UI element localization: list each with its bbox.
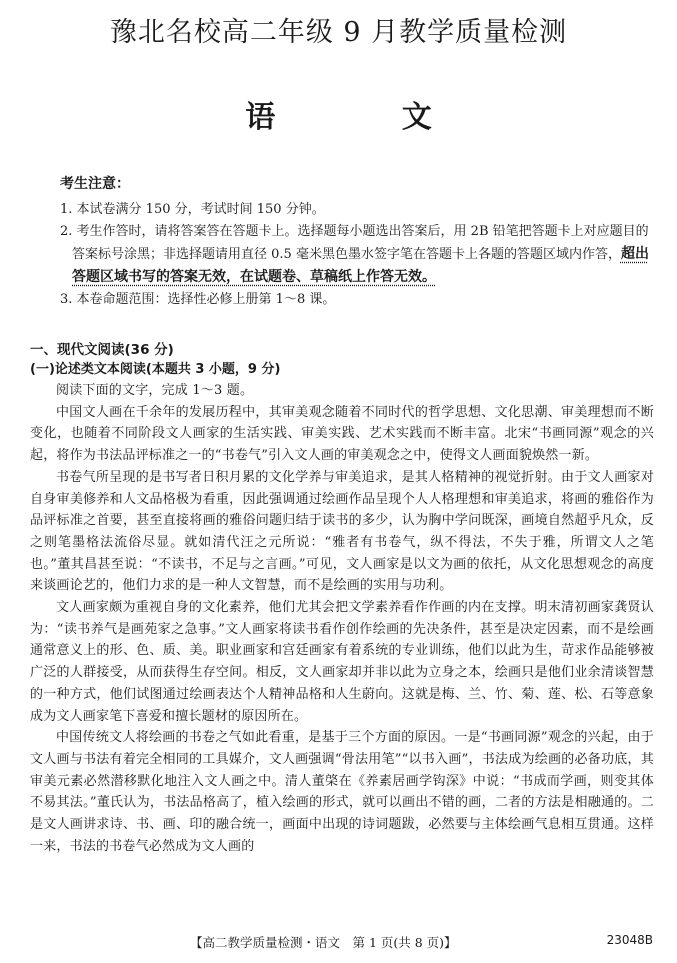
reading-section [30, 340, 654, 857]
section-heading: 一、现代文阅读(36 分) [30, 342, 174, 358]
notice-item-2-emphasis: 超出答题区域书写的答案无效，在试题卷、草稿纸上作答无效。 [72, 246, 649, 285]
subsection-heading: (一)论述类文本阅读(本题共 3 小题，9 分) [30, 362, 281, 377]
body-paragraph-1: 中国文人画在千余年的发展历程中，其审美观念随着不同时代的哲学思想、文化思潮、审美理想而不断变化，也随着不同阶段文人画家的生活实践、审美实践、艺术实践而不断丰富。北宋“书画同源”观念的兴起，将作为书法品评标准之一的“书卷气”引入文人画的审美观念之中，使得文人画面貌焕然一新。 [30, 404, 654, 464]
exam-title: 豫北名校高二年级 9 月教学质量检测 [109, 17, 568, 48]
notice-item-2-text: 2. 考生作答时，请将答案答在答题卡上。选择题每小题选出答案后，用 2B 铅笔把答题卡上对应题目的答案标号涂黑；非选择题请用直径 0.5 毫米黑色墨水签字笔在答题卡上各题的答题区域内作答， [60, 224, 649, 262]
footer-page-info: 【高二教学质量检测・语文 第 1 页(共 8 页)】 [190, 935, 457, 950]
notice-item-3: 3. 本卷命题范围：选择性必修上册第 1～8 课。 [60, 292, 336, 307]
body-paragraph-3: 文人画家颇为重视自身的文化素养，他们尤其会把文学素养看作作画的内在支撑。明末清初画家龚贤认为：“读书养气是画苑家之急事。”文人画家将读书看作创作绘画的先决条件，甚至是决定因素，而不是绘画通常意义上的形、色、质、美。职业画家和宫廷画家有着系统的专业训练，他们以此为生，苛求作品能够被广泛的人群接受，从而获得生存空间。相反，文人画家却并非以此为立身之本，绘画只是他们业余清谈智慧的一种方式，他们试图通过绘画表达个人精神品格和人生蔚向。这就是梅、兰、竹、菊、莲、松、石等意象成为文人画家笔下喜爱和擅长题材的原因所在。 [30, 600, 654, 724]
notice-item-1: 1. 本试卷满分 150 分，考试时间 150 分钟。 [60, 202, 325, 217]
subject-title: 语 文 [245, 100, 490, 135]
body-paragraph-4: 中国传统文人将绘画的书卷之气如此看重，是基于三个方面的原因。一是“书画同源”观念的兴起，由于文人画与书法有着完全相同的工具媒介，文人画强调“骨法用笔”“以书入画”，书法成为绘画的必备功底，其审美元素必然潜移默化地注入文人画之中。清人董棨在《养素居画学钩深》中说：“书成而学画，则变其体不易其法。”董氏认为，书法品格高了，植入绘画的形式，就可以画出不错的画，二者的方法是相融通的。二是文人画讲求诗、书、画、印的融合统一，画面中出现的诗词题跋，必然要与主体绘画气息相互贯通。这样一来，书法的书卷气必然成为文人画的 [30, 730, 654, 854]
instruction-paragraph: 阅读下面的文字，完成 1～3 题。 [56, 383, 254, 398]
footer-exam-code: 23048B [606, 933, 653, 947]
notice-block [60, 173, 660, 311]
body-paragraph-2: 书卷气所呈现的是书写者日积月累的文化学养与审美追求，是其人格精神的视觉折射。由于文人画家对自身审美修养和人文品格极为看重，因此强调通过绘画作品呈现个人人格理想和审美追求，将画的雅俗作为品评标准之首要，甚至直接将画的雅俗问题归结于读书的多少，认为胸中学问既深，画境自然超乎凡众，反之则笔墨格法流俗尽显。就如清代汪之元所说：“雅者有书卷气，纵不得法，不失于雅，所谓文人之笔也。”董其昌甚至说：“不读书，不足与之言画。”可见，文人画家是以文为画的依托，从文化思想观念的高度来谈画论艺的，他们力求的是一种人文智慧，而不是绘画的实用与功利。 [30, 469, 654, 594]
notice-heading: 考生注意： [60, 176, 130, 192]
page-footer [0, 933, 677, 953]
notice-item-2 [60, 221, 660, 289]
